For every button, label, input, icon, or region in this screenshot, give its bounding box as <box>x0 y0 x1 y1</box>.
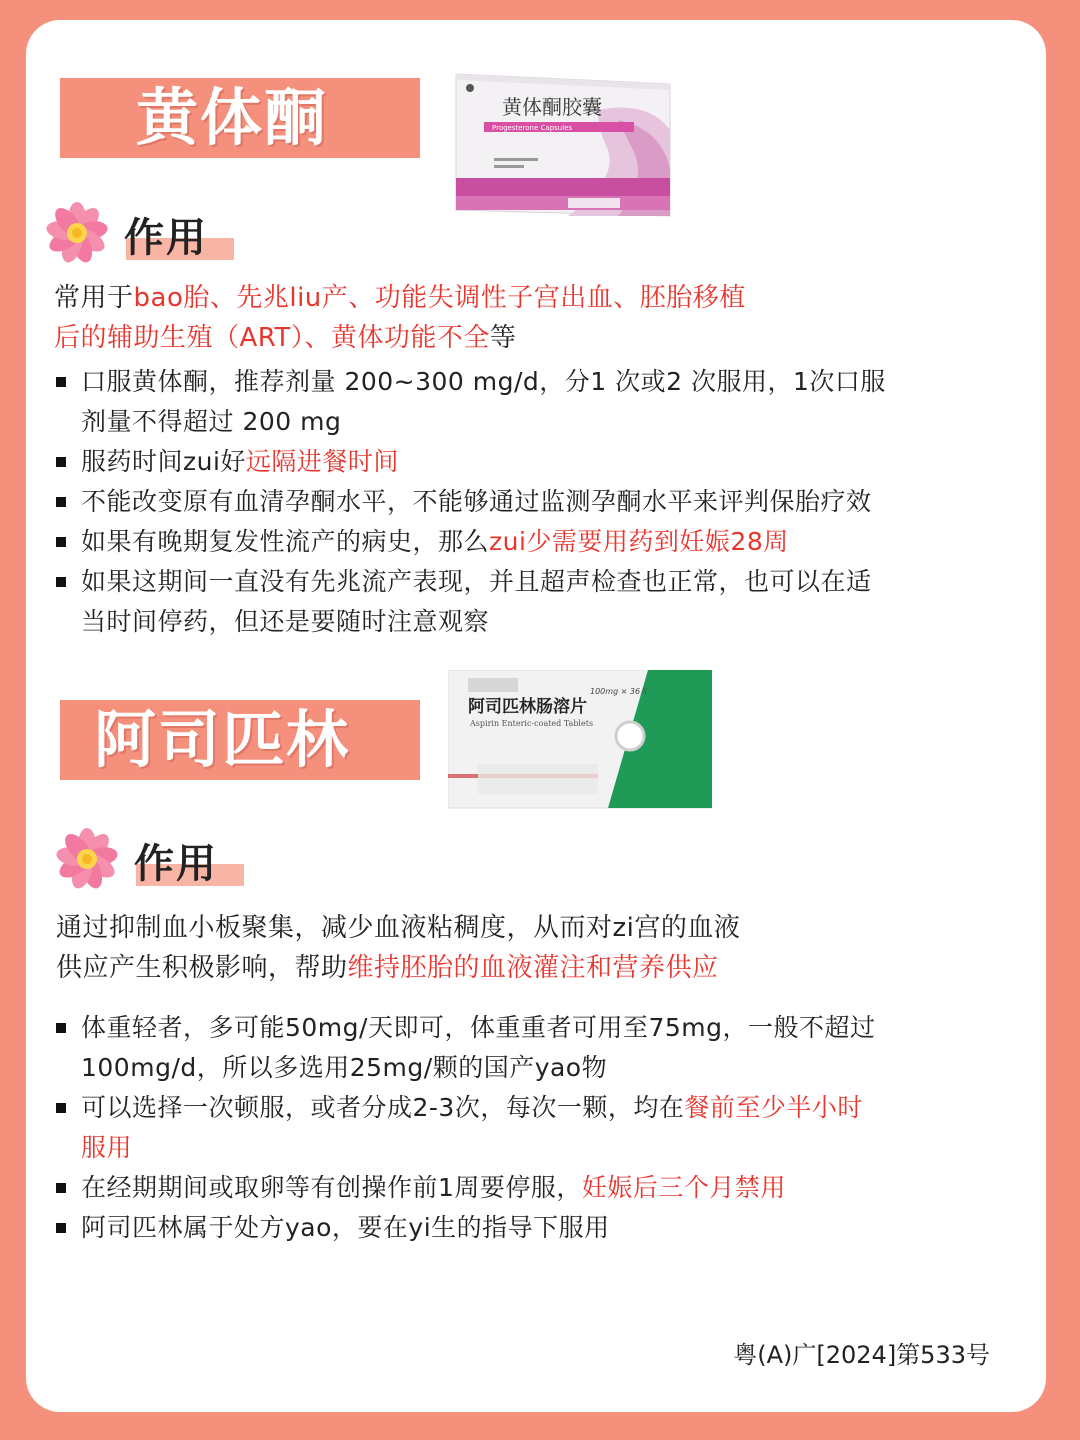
bullet-icon <box>56 577 66 587</box>
package-subtitle: Aspirin Enteric-coated Tablets <box>470 719 594 728</box>
text-run: 不能改变原有血清孕酮水平，不能够通过监测孕酮水平来评判保胎疗效 <box>81 487 872 516</box>
text-run: 服药时间zui好 <box>81 447 246 476</box>
list-item <box>56 522 976 562</box>
heading-text: 作用 <box>134 841 218 887</box>
list-item <box>56 562 976 642</box>
section-title: 黄体酮 <box>136 81 329 154</box>
heading-effect-2 <box>54 826 274 896</box>
text-run: 口服黄体酮，推荐剂量 200~300 mg/d，分1 次或2 次服用，1次口服 <box>81 367 886 396</box>
text-run: 常用于 <box>54 283 134 313</box>
highlighted-text: 后的辅助生殖（ART）、黄体功能不全 <box>54 323 490 353</box>
list-item <box>56 1208 976 1248</box>
highlighted-text: 餐前至少半小时 <box>684 1093 863 1122</box>
highlighted-text: 服用 <box>81 1133 133 1162</box>
intro-paragraph-1 <box>54 278 994 358</box>
ad-approval-number: 粤(A)广[2024]第533号 <box>733 1341 990 1369</box>
text-run: 通过抑制血小板聚集，减少血液粘稠度，从而对zi宫的血液 <box>56 913 741 943</box>
text-run: 100mg/d，所以多选用25mg/颗的国产yao物 <box>81 1053 608 1082</box>
highlighted-text: 维持胚胎的血液灌注和营养供应 <box>347 953 719 983</box>
list-item <box>56 1008 976 1088</box>
package-dose: 100mg × 36片 <box>590 687 649 696</box>
list-item <box>56 1088 976 1168</box>
bullet-icon <box>56 457 66 467</box>
text-run: 等 <box>489 323 517 353</box>
text-run: 当时间停药，但还是要随时注意观察 <box>81 607 490 636</box>
flower-icon <box>54 826 120 892</box>
flower-icon <box>44 200 110 266</box>
bullet-icon <box>56 1223 66 1233</box>
bullet-list-2 <box>56 1008 976 1248</box>
list-item <box>56 482 976 522</box>
list-item <box>56 1168 976 1208</box>
list-item <box>56 442 976 482</box>
section-title: 阿司匹林 <box>94 703 351 776</box>
highlighted-text: 妊娠后三个月禁用 <box>581 1173 786 1202</box>
text-run: 阿司匹林属于处方yao，要在yi生的指导下服用 <box>81 1213 610 1242</box>
list-item <box>56 362 976 442</box>
title-banner-progesterone <box>60 78 420 158</box>
heading-text: 作用 <box>124 215 208 261</box>
bullet-icon <box>56 537 66 547</box>
text-run: 剂量不得超过 200 mg <box>81 407 342 436</box>
heading-effect-1 <box>44 200 264 270</box>
bullet-list-1 <box>56 362 976 642</box>
bullet-icon <box>56 1023 66 1033</box>
package-subtitle: Progesterone Capsules <box>492 124 573 132</box>
bullet-icon <box>56 497 66 507</box>
highlighted-text: zui少需要用药到妊娠28周 <box>489 527 789 556</box>
text-run: 在经期期间或取卵等有创操作前1周要停服， <box>81 1173 582 1202</box>
bullet-icon <box>56 377 66 387</box>
text-run: 体重轻者，多可能50mg/天即可，体重重者可用至75mg，一般不超过 <box>81 1013 876 1042</box>
text-run: 如果这期间一直没有先兆流产表现，并且超声检查也正常，也可以在适 <box>81 567 872 596</box>
text-run: 供应产生积极影响，帮助 <box>56 953 348 983</box>
progesterone-package-image <box>448 70 676 220</box>
text-run: 可以选择一次顿服，或者分成2-3次，每次一颗，均在 <box>81 1093 685 1122</box>
package-name: 阿司匹林肠溶片 <box>468 697 587 717</box>
title-banner-aspirin <box>60 700 420 780</box>
content-card <box>26 20 1046 1412</box>
aspirin-package-image <box>448 670 712 810</box>
highlighted-text: 远隔进餐时间 <box>245 447 399 476</box>
package-name: 黄体酮胶囊 <box>502 95 602 119</box>
text-run: 如果有晚期复发性流产的病史，那么 <box>81 527 490 556</box>
intro-paragraph-2 <box>56 908 996 988</box>
bullet-icon <box>56 1103 66 1113</box>
highlighted-text: bao胎、先兆liu产、功能失调性子宫出血、胚胎移植 <box>133 283 746 313</box>
bullet-icon <box>56 1183 66 1193</box>
